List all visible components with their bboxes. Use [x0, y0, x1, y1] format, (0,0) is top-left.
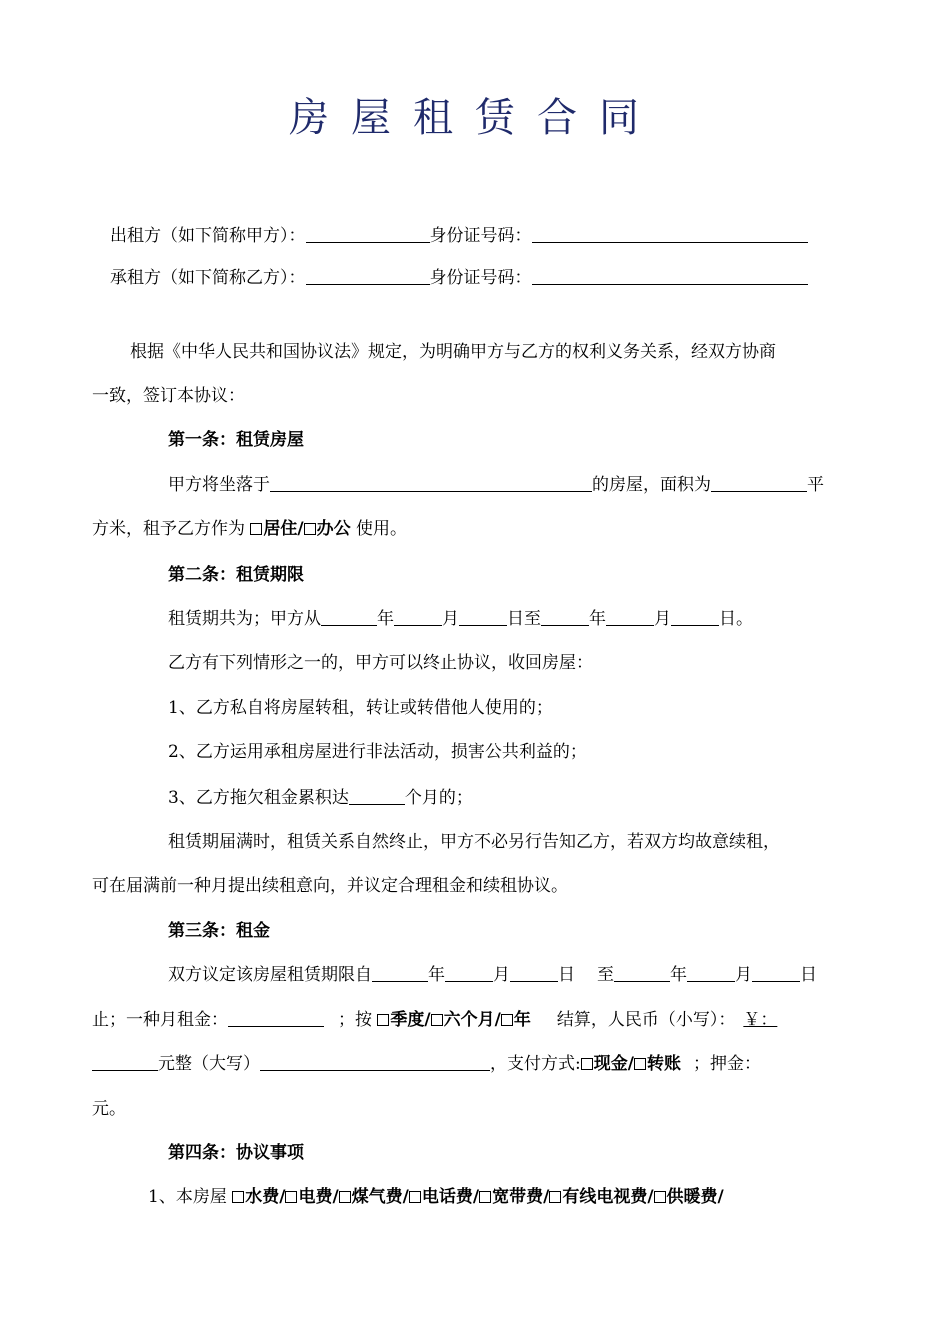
end-month-blank[interactable] [606, 607, 654, 626]
rent-amount-upper-blank[interactable] [260, 1052, 490, 1071]
article1-line-2 [92, 517, 407, 541]
termination-intro: 乙方有下列情形之一的，甲方可以终止协议，收回房屋： [168, 653, 593, 673]
water-fee-option: 水费/ [245, 1187, 286, 1207]
termination-item-3 [168, 786, 473, 810]
article3-line-3 [92, 1052, 761, 1076]
end-day-blank[interactable] [671, 607, 719, 626]
quarter-option: 季度/ [390, 1010, 431, 1030]
year-checkbox[interactable] [501, 1014, 513, 1026]
yen-symbol: ￥： [743, 1010, 778, 1030]
cash-option: 现金/ [593, 1054, 634, 1074]
article1-line-1 [168, 473, 824, 497]
rent-end-month-blank[interactable] [687, 963, 735, 982]
month-label: 月 [735, 965, 752, 985]
article3-line-4: 元。 [92, 1099, 126, 1119]
payment-method-label: ，支付方式: [490, 1054, 581, 1074]
cash-checkbox[interactable] [581, 1058, 593, 1070]
renewal-line-2: 可在届满前一种月提出续租意向，并议定合理租金和续租协议。 [92, 876, 568, 896]
article2-heading: 第二条：租赁期限 [168, 565, 304, 585]
article1-usage-label: 方米，租予乙方作为 [92, 519, 251, 539]
rent-amount-blank[interactable] [92, 1052, 158, 1071]
office-option: 办公 [316, 519, 351, 539]
intro-line-1: 根据《中华人民共和国协议法》规定，为明确甲方与乙方的权利义务关系，经双方协商 [130, 342, 776, 362]
day-end-label: 日。 [719, 609, 753, 629]
fee-checkbox[interactable] [549, 1191, 561, 1203]
deposit-label: ；押金： [692, 1054, 761, 1074]
to-label: 至 [597, 965, 614, 985]
renewal-line-1: 租赁期届满时，租赁关系自然终止，甲方不必另行告知乙方，若双方均故意续租， [168, 832, 780, 852]
year-label: 年 [377, 609, 394, 629]
article3-line-1 [168, 963, 817, 987]
lessor-id-blank[interactable] [532, 224, 808, 243]
year-label: 年 [670, 965, 687, 985]
electric-fee-option: 电费/ [298, 1187, 339, 1207]
rent-end-year-blank[interactable] [614, 963, 670, 982]
six-months-checkbox[interactable] [431, 1014, 443, 1026]
day-label: 日 [558, 965, 575, 985]
document-title: 房屋租赁合同 [289, 95, 661, 141]
cable-tv-fee-option: 有线电视费/ [562, 1187, 654, 1207]
lessor-label: 出租方（如下简称甲方）： [110, 226, 306, 246]
article3-heading: 第三条：租金 [168, 921, 270, 941]
fee-checkbox[interactable] [232, 1191, 244, 1203]
six-months-option: 六个月/ [443, 1010, 501, 1030]
article3-line-2 [92, 1008, 777, 1032]
fee-checkbox[interactable] [479, 1191, 491, 1203]
rmb-lower-label: 结算，人民币（小写）： [556, 1010, 736, 1030]
broadband-fee-option: 宽带费/ [492, 1187, 550, 1207]
lessee-id-blank[interactable] [532, 266, 808, 285]
monthly-rent-label: 止；一种月租金： [92, 1010, 228, 1030]
lessee-name-blank[interactable] [306, 266, 430, 285]
rent-start-year-blank[interactable] [372, 963, 428, 982]
start-month-blank[interactable] [394, 607, 442, 626]
article4-heading: 第四条：协议事项 [168, 1143, 304, 1163]
rmb-upper-label: 元整（大写） [158, 1054, 260, 1074]
year-label: 年 [428, 965, 445, 985]
article1-area-label: 的房屋，面积为 [592, 475, 711, 495]
fee-checkbox[interactable] [339, 1191, 351, 1203]
term-label: 租赁期共为；甲方从 [168, 609, 321, 629]
rent-term-label: 双方议定该房屋租赁期限自 [168, 965, 372, 985]
termination-item-2: 2、乙方运用承租房屋进行非法活动，损害公共利益的； [168, 742, 587, 762]
settlement-label: ；按 [338, 1010, 378, 1030]
fee-checkbox[interactable] [409, 1191, 421, 1203]
item3-suffix: 个月的； [404, 788, 473, 808]
fee-checkbox[interactable] [654, 1191, 666, 1203]
residence-checkbox[interactable] [250, 523, 262, 535]
article1-usage-suffix: 使用。 [350, 519, 408, 539]
house-location-blank[interactable] [270, 473, 592, 492]
intro-line-2: 一致，签订本协议： [92, 386, 245, 406]
rent-end-day-blank[interactable] [752, 963, 800, 982]
article4-line-1 [148, 1185, 724, 1209]
month-label: 月 [493, 965, 510, 985]
end-year-blank[interactable] [541, 607, 589, 626]
start-year-blank[interactable] [321, 607, 377, 626]
transfer-option: 转账 [646, 1054, 681, 1074]
start-day-blank[interactable] [459, 607, 507, 626]
lessor-name-blank[interactable] [306, 224, 430, 243]
lessee-line [110, 266, 808, 290]
office-checkbox[interactable] [304, 523, 316, 535]
residence-option: 居住/ [263, 519, 304, 539]
heating-fee-option: 供暖费/ [666, 1187, 724, 1207]
fee-checkbox[interactable] [285, 1191, 297, 1203]
rent-start-day-blank[interactable] [510, 963, 558, 982]
termination-item-1: 1、乙方私自将房屋转租，转让或转借他人使用的； [168, 698, 553, 718]
monthly-rent-blank[interactable] [228, 1008, 324, 1027]
day-label: 日 [800, 965, 817, 985]
lessee-id-label: 身份证号码： [429, 268, 532, 288]
month-label: 月 [442, 609, 459, 629]
quarter-checkbox[interactable] [377, 1014, 389, 1026]
rent-start-month-blank[interactable] [445, 963, 493, 982]
transfer-checkbox[interactable] [634, 1058, 646, 1070]
lessor-line [110, 224, 808, 248]
article1-location-label: 甲方将坐落于 [168, 475, 270, 495]
article1-unit-a: 平 [807, 475, 824, 495]
lessor-id-label: 身份证号码： [429, 226, 532, 246]
house-area-blank[interactable] [711, 473, 807, 492]
month-label: 月 [654, 609, 671, 629]
house-fees-label: 1、本房屋 [148, 1187, 233, 1207]
article2-term-line [168, 607, 753, 631]
article1-heading: 第一条：租赁房屋 [168, 430, 304, 450]
item3-text: 3、乙方拖欠租金累积达 [168, 788, 349, 808]
arrears-months-blank[interactable] [349, 786, 405, 805]
day-to-label: 日至 [507, 609, 541, 629]
gas-fee-option: 煤气费/ [351, 1187, 409, 1207]
year-label: 年 [589, 609, 606, 629]
lessee-label: 承租方（如下简称乙方）： [110, 268, 306, 288]
year-option: 年 [513, 1010, 531, 1030]
phone-fee-option: 电话费/ [421, 1187, 480, 1207]
